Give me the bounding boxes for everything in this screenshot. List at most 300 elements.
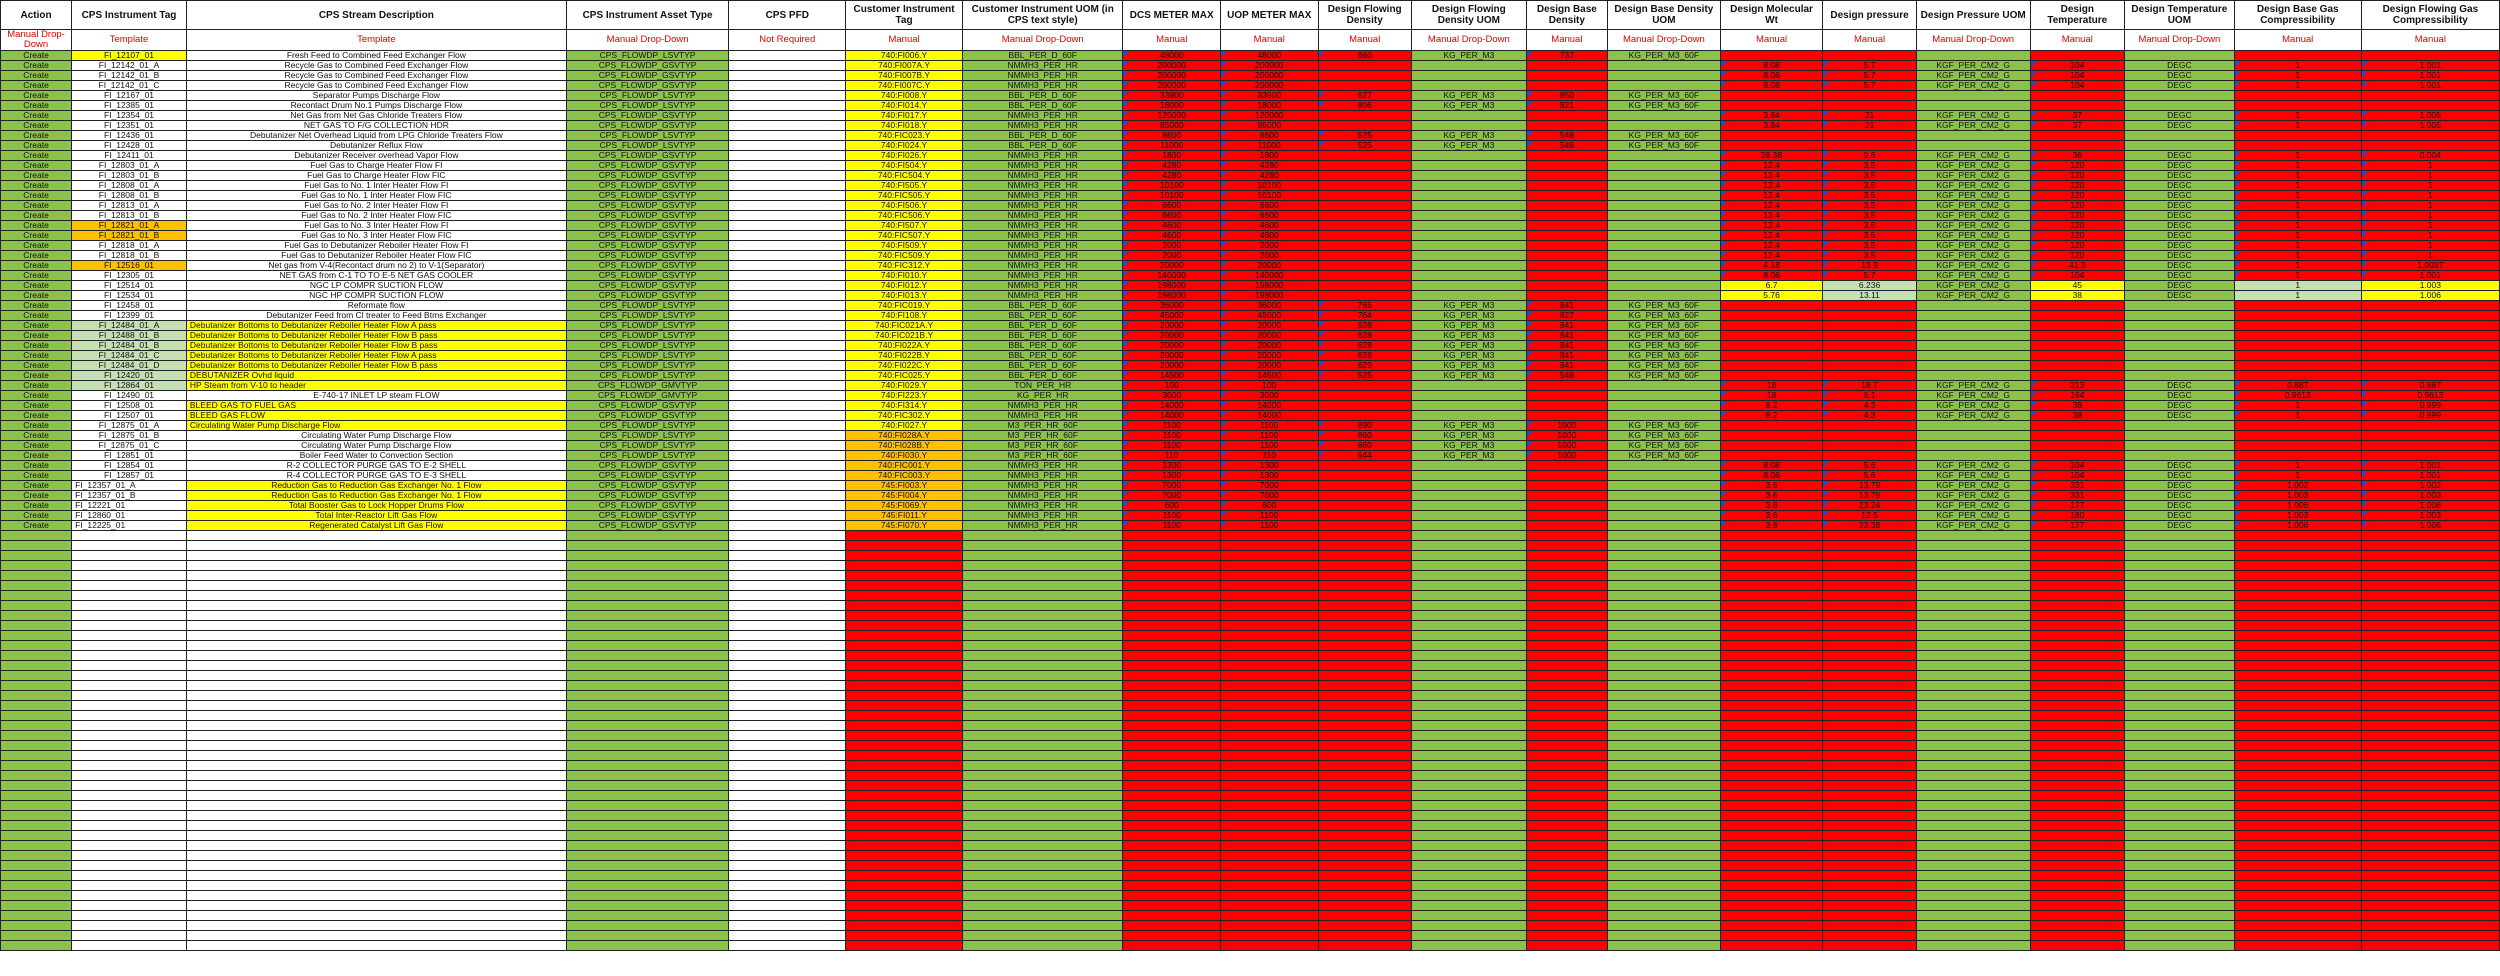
empty-cell[interactable]: [2125, 931, 2235, 941]
empty-cell[interactable]: [1823, 731, 1916, 741]
table-cell[interactable]: 1800: [1123, 151, 1221, 161]
table-cell[interactable]: 37: [2030, 121, 2124, 131]
empty-cell[interactable]: [1220, 881, 1318, 891]
table-cell[interactable]: CPS_FLOWDP_GSVTYP: [566, 411, 729, 421]
column-header[interactable]: Design Molecular Wt: [1720, 1, 1823, 30]
table-cell[interactable]: [729, 271, 846, 281]
empty-cell[interactable]: [1720, 621, 1823, 631]
table-cell[interactable]: 3.8: [1720, 521, 1823, 531]
empty-cell[interactable]: [2125, 571, 2235, 581]
table-cell[interactable]: [1608, 181, 1721, 191]
empty-cell[interactable]: [1411, 751, 1526, 761]
table-cell[interactable]: Debutanizer Net Overhead Liquid from LPG Chloride Treaters Flow: [186, 131, 566, 141]
empty-cell[interactable]: [1526, 671, 1607, 681]
empty-cell[interactable]: [2125, 761, 2235, 771]
table-cell[interactable]: CPS_FLOWDP_LSVTYP: [566, 371, 729, 381]
table-cell[interactable]: 1: [2234, 161, 2361, 171]
empty-cell[interactable]: [2030, 851, 2124, 861]
empty-cell[interactable]: [962, 571, 1123, 581]
table-cell[interactable]: [1411, 291, 1526, 301]
table-cell[interactable]: [1720, 331, 1823, 341]
table-cell[interactable]: 20000: [1220, 341, 1318, 351]
empty-cell[interactable]: [1220, 581, 1318, 591]
table-cell[interactable]: NMMH3_PER_HR: [962, 161, 1123, 171]
table-cell[interactable]: 10100: [1220, 181, 1318, 191]
table-cell[interactable]: Fuel Gas to No. 1 Inter Heater Flow FIC: [186, 191, 566, 201]
empty-cell[interactable]: [72, 671, 187, 681]
empty-cell[interactable]: [2361, 901, 2499, 911]
table-cell[interactable]: [2361, 371, 2499, 381]
table-cell[interactable]: 1: [2234, 151, 2361, 161]
table-cell[interactable]: CPS_FLOWDP_GSVTYP: [566, 231, 729, 241]
table-cell[interactable]: 3.5: [1823, 171, 1916, 181]
table-cell[interactable]: [2030, 341, 2124, 351]
table-cell[interactable]: [1916, 301, 2030, 311]
table-cell[interactable]: FI_12385_01: [72, 101, 187, 111]
table-cell[interactable]: 1.003: [2234, 491, 2361, 501]
empty-cell[interactable]: [962, 921, 1123, 931]
empty-cell[interactable]: [2361, 841, 2499, 851]
table-cell[interactable]: KGF_PER_CM2_G: [1916, 251, 2030, 261]
table-cell[interactable]: [1318, 211, 1411, 221]
table-cell[interactable]: [729, 241, 846, 251]
empty-cell[interactable]: [1526, 821, 1607, 831]
table-cell[interactable]: 745:FI011.Y: [846, 511, 963, 521]
empty-cell[interactable]: [72, 801, 187, 811]
table-cell[interactable]: KGF_PER_CM2_G: [1916, 171, 2030, 181]
table-cell[interactable]: DEGC: [2125, 491, 2235, 501]
empty-cell[interactable]: [1526, 931, 1607, 941]
empty-cell[interactable]: [2125, 631, 2235, 641]
table-cell[interactable]: DEGC: [2125, 231, 2235, 241]
empty-cell[interactable]: [729, 661, 846, 671]
table-cell[interactable]: CPS_FLOWDP_GSVTYP: [566, 81, 729, 91]
empty-cell[interactable]: [1526, 891, 1607, 901]
table-cell[interactable]: [1823, 441, 1916, 451]
empty-cell[interactable]: [1720, 611, 1823, 621]
empty-cell[interactable]: [962, 821, 1123, 831]
table-cell[interactable]: [1916, 141, 2030, 151]
table-cell[interactable]: FI_12860_01: [72, 511, 187, 521]
table-cell[interactable]: FI_12357_01_A: [72, 481, 187, 491]
table-cell[interactable]: 20000: [1220, 331, 1318, 341]
table-cell[interactable]: KG_PER_M3: [1411, 441, 1526, 451]
empty-cell[interactable]: [1916, 911, 2030, 921]
table-cell[interactable]: 10100: [1220, 191, 1318, 201]
table-cell[interactable]: 10100: [1123, 191, 1221, 201]
table-cell[interactable]: 1300: [1220, 471, 1318, 481]
table-cell[interactable]: [1823, 51, 1916, 61]
table-cell[interactable]: CPS_FLOWDP_LSVTYP: [566, 431, 729, 441]
table-cell[interactable]: [1720, 431, 1823, 441]
empty-cell[interactable]: [846, 911, 963, 921]
table-cell[interactable]: 13.79: [1823, 481, 1916, 491]
empty-cell[interactable]: [2030, 901, 2124, 911]
empty-cell[interactable]: [2361, 791, 2499, 801]
empty-cell[interactable]: [1916, 821, 2030, 831]
empty-cell[interactable]: [1823, 891, 1916, 901]
empty-cell[interactable]: [962, 771, 1123, 781]
empty-cell[interactable]: [1608, 751, 1721, 761]
table-cell[interactable]: CPS_FLOWDP_GSVTYP: [566, 501, 729, 511]
column-header[interactable]: Action: [1, 1, 72, 30]
empty-cell[interactable]: [1318, 541, 1411, 551]
table-cell[interactable]: [2030, 141, 2124, 151]
empty-cell[interactable]: [962, 711, 1123, 721]
empty-cell[interactable]: [846, 751, 963, 761]
table-cell[interactable]: 6.7: [1720, 281, 1823, 291]
empty-cell[interactable]: [1123, 631, 1221, 641]
table-cell[interactable]: FI_12221_01: [72, 501, 187, 511]
table-cell[interactable]: Debutanizer Feed from Cl treater to Feed Btms Exchanger: [186, 311, 566, 321]
table-cell[interactable]: 1300: [1123, 461, 1221, 471]
table-cell[interactable]: KGF_PER_CM2_G: [1916, 191, 2030, 201]
table-cell[interactable]: 1: [2234, 111, 2361, 121]
table-cell[interactable]: 6600: [1220, 201, 1318, 211]
empty-cell[interactable]: [962, 561, 1123, 571]
empty-cell[interactable]: [1411, 601, 1526, 611]
empty-cell[interactable]: [1411, 741, 1526, 751]
table-cell[interactable]: CPS_FLOWDP_LSVTYP: [566, 351, 729, 361]
table-cell[interactable]: [2030, 51, 2124, 61]
empty-cell[interactable]: [1823, 591, 1916, 601]
empty-cell[interactable]: [2361, 691, 2499, 701]
empty-cell[interactable]: [2030, 941, 2124, 951]
table-cell[interactable]: [2234, 441, 2361, 451]
empty-cell[interactable]: [1916, 581, 2030, 591]
table-cell[interactable]: DEGC: [2125, 381, 2235, 391]
table-cell[interactable]: 525: [1318, 131, 1411, 141]
table-cell[interactable]: 33900: [1123, 91, 1221, 101]
empty-cell[interactable]: [729, 551, 846, 561]
table-cell[interactable]: [1526, 491, 1607, 501]
empty-cell[interactable]: [1823, 531, 1916, 541]
table-cell[interactable]: 200000: [1220, 81, 1318, 91]
table-cell[interactable]: [729, 501, 846, 511]
table-cell[interactable]: 3.5: [1823, 241, 1916, 251]
empty-cell[interactable]: [1526, 841, 1607, 851]
column-input-type[interactable]: Manual: [1526, 30, 1607, 51]
table-cell[interactable]: [1916, 431, 2030, 441]
empty-cell[interactable]: [1220, 681, 1318, 691]
table-cell[interactable]: NMMH3_PER_HR: [962, 491, 1123, 501]
table-cell[interactable]: [2030, 431, 2124, 441]
empty-cell[interactable]: [1526, 831, 1607, 841]
column-header[interactable]: UOP METER MAX: [1220, 1, 1318, 30]
table-cell[interactable]: [1720, 51, 1823, 61]
empty-cell[interactable]: [846, 671, 963, 681]
empty-cell[interactable]: [2125, 711, 2235, 721]
table-cell[interactable]: [1526, 511, 1607, 521]
empty-cell[interactable]: [1, 711, 72, 721]
empty-cell[interactable]: [1318, 741, 1411, 751]
table-cell[interactable]: KG_PER_M3: [1411, 301, 1526, 311]
table-cell[interactable]: 18: [1720, 391, 1823, 401]
empty-cell[interactable]: [1526, 551, 1607, 561]
table-cell[interactable]: FI_12808_01_B: [72, 191, 187, 201]
table-cell[interactable]: [729, 51, 846, 61]
empty-cell[interactable]: [1318, 811, 1411, 821]
empty-cell[interactable]: [729, 701, 846, 711]
table-cell[interactable]: [1318, 191, 1411, 201]
table-cell[interactable]: 841: [1526, 331, 1607, 341]
table-cell[interactable]: 1.003: [2361, 281, 2499, 291]
empty-cell[interactable]: [186, 781, 566, 791]
empty-cell[interactable]: [1, 931, 72, 941]
empty-cell[interactable]: [2361, 861, 2499, 871]
table-cell[interactable]: 1: [2234, 261, 2361, 271]
empty-cell[interactable]: [1123, 791, 1221, 801]
empty-cell[interactable]: [962, 601, 1123, 611]
empty-cell[interactable]: [1526, 871, 1607, 881]
table-cell[interactable]: 1: [2234, 221, 2361, 231]
empty-cell[interactable]: [186, 831, 566, 841]
empty-cell[interactable]: [962, 551, 1123, 561]
table-cell[interactable]: 764: [1318, 311, 1411, 321]
table-cell[interactable]: [1916, 101, 2030, 111]
empty-cell[interactable]: [1318, 761, 1411, 771]
table-cell[interactable]: [2234, 331, 2361, 341]
table-cell[interactable]: 120: [2030, 231, 2124, 241]
empty-cell[interactable]: [1526, 731, 1607, 741]
empty-cell[interactable]: [566, 571, 729, 581]
table-cell[interactable]: 20000: [1123, 361, 1221, 371]
column-header[interactable]: CPS Instrument Tag: [72, 1, 187, 30]
table-cell[interactable]: [2234, 51, 2361, 61]
table-cell[interactable]: Create: [1, 431, 72, 441]
table-cell[interactable]: 120: [2030, 251, 2124, 261]
table-cell[interactable]: 3.5: [1823, 201, 1916, 211]
table-cell[interactable]: Debutanizer Bottoms to Debutanizer Reboiler Heater Flow A pass: [186, 351, 566, 361]
empty-cell[interactable]: [2234, 801, 2361, 811]
empty-cell[interactable]: [846, 611, 963, 621]
table-cell[interactable]: [1526, 251, 1607, 261]
table-cell[interactable]: [2361, 331, 2499, 341]
table-cell[interactable]: KGF_PER_CM2_G: [1916, 201, 2030, 211]
column-header[interactable]: Customer Instrument Tag: [846, 1, 963, 30]
table-cell[interactable]: 12.4: [1720, 161, 1823, 171]
table-cell[interactable]: [2234, 91, 2361, 101]
empty-cell[interactable]: [186, 681, 566, 691]
table-cell[interactable]: KG_PER_M3: [1411, 371, 1526, 381]
empty-cell[interactable]: [1220, 591, 1318, 601]
empty-cell[interactable]: [1608, 911, 1721, 921]
table-cell[interactable]: [2361, 341, 2499, 351]
empty-cell[interactable]: [1608, 861, 1721, 871]
table-cell[interactable]: [729, 451, 846, 461]
empty-cell[interactable]: [1123, 591, 1221, 601]
empty-cell[interactable]: [1608, 561, 1721, 571]
table-cell[interactable]: 1.001: [2361, 461, 2499, 471]
empty-cell[interactable]: [1526, 771, 1607, 781]
table-cell[interactable]: [1526, 61, 1607, 71]
empty-cell[interactable]: [186, 621, 566, 631]
empty-cell[interactable]: [72, 731, 187, 741]
empty-cell[interactable]: [2361, 831, 2499, 841]
empty-cell[interactable]: [729, 671, 846, 681]
empty-cell[interactable]: [2030, 591, 2124, 601]
column-header[interactable]: Design Flowing Density UOM: [1411, 1, 1526, 30]
empty-cell[interactable]: [1220, 601, 1318, 611]
table-cell[interactable]: 1: [2361, 201, 2499, 211]
table-cell[interactable]: [1916, 51, 2030, 61]
empty-cell[interactable]: [1608, 841, 1721, 851]
empty-cell[interactable]: [2125, 621, 2235, 631]
empty-cell[interactable]: [186, 701, 566, 711]
empty-cell[interactable]: [72, 791, 187, 801]
table-cell[interactable]: [1526, 471, 1607, 481]
empty-cell[interactable]: [962, 911, 1123, 921]
table-cell[interactable]: NMMH3_PER_HR: [962, 231, 1123, 241]
empty-cell[interactable]: [729, 591, 846, 601]
table-cell[interactable]: 12.4: [1720, 241, 1823, 251]
table-cell[interactable]: CPS_FLOWDP_GSVTYP: [566, 481, 729, 491]
table-cell[interactable]: [2234, 351, 2361, 361]
empty-cell[interactable]: [566, 731, 729, 741]
table-cell[interactable]: [1526, 191, 1607, 201]
table-cell[interactable]: KG_PER_M3: [1411, 311, 1526, 321]
table-cell[interactable]: [1916, 311, 2030, 321]
table-cell[interactable]: 740:FI022C.Y: [846, 361, 963, 371]
table-cell[interactable]: 20000: [1123, 341, 1221, 351]
empty-cell[interactable]: [1411, 711, 1526, 721]
table-cell[interactable]: 745:FI004.Y: [846, 491, 963, 501]
table-cell[interactable]: Create: [1, 191, 72, 201]
empty-cell[interactable]: [72, 751, 187, 761]
table-cell[interactable]: [1823, 101, 1916, 111]
table-cell[interactable]: 177: [2030, 501, 2124, 511]
empty-cell[interactable]: [1411, 931, 1526, 941]
table-cell[interactable]: [1411, 231, 1526, 241]
table-cell[interactable]: Fresh Feed to Combined Feed Exchanger Flow: [186, 51, 566, 61]
empty-cell[interactable]: [962, 791, 1123, 801]
empty-cell[interactable]: [846, 761, 963, 771]
empty-cell[interactable]: [1220, 831, 1318, 841]
table-cell[interactable]: 331: [2030, 491, 2124, 501]
empty-cell[interactable]: [1, 531, 72, 541]
table-cell[interactable]: [1411, 491, 1526, 501]
empty-cell[interactable]: [846, 901, 963, 911]
table-cell[interactable]: 600: [1123, 501, 1221, 511]
table-cell[interactable]: [2361, 101, 2499, 111]
empty-cell[interactable]: [1916, 651, 2030, 661]
table-cell[interactable]: [1318, 471, 1411, 481]
table-cell[interactable]: 745:FI069.Y: [846, 501, 963, 511]
empty-cell[interactable]: [1608, 701, 1721, 711]
table-cell[interactable]: Create: [1, 161, 72, 171]
empty-cell[interactable]: [1608, 781, 1721, 791]
empty-cell[interactable]: [1916, 811, 2030, 821]
empty-cell[interactable]: [186, 891, 566, 901]
empty-cell[interactable]: [1526, 911, 1607, 921]
table-cell[interactable]: [2125, 301, 2235, 311]
table-cell[interactable]: Create: [1, 101, 72, 111]
table-cell[interactable]: 1.006: [2361, 291, 2499, 301]
empty-cell[interactable]: [2234, 921, 2361, 931]
table-cell[interactable]: KG_PER_M3_60F: [1608, 371, 1721, 381]
table-cell[interactable]: CPS_FLOWDP_GSVTYP: [566, 171, 729, 181]
table-cell[interactable]: [1318, 231, 1411, 241]
empty-cell[interactable]: [1, 571, 72, 581]
empty-cell[interactable]: [566, 931, 729, 941]
table-cell[interactable]: [729, 211, 846, 221]
table-cell[interactable]: 1100: [1123, 421, 1221, 431]
empty-cell[interactable]: [186, 851, 566, 861]
empty-cell[interactable]: [1608, 671, 1721, 681]
empty-cell[interactable]: [2030, 601, 2124, 611]
table-cell[interactable]: 740:FI014.Y: [846, 101, 963, 111]
table-cell[interactable]: [1823, 351, 1916, 361]
empty-cell[interactable]: [2361, 751, 2499, 761]
table-cell[interactable]: [2361, 321, 2499, 331]
empty-cell[interactable]: [729, 921, 846, 931]
table-cell[interactable]: [729, 371, 846, 381]
table-cell[interactable]: Fuel Gas to No. 1 Inter Heater Flow FI: [186, 181, 566, 191]
empty-cell[interactable]: [846, 721, 963, 731]
table-cell[interactable]: NMMH3_PER_HR: [962, 201, 1123, 211]
table-cell[interactable]: 6600: [1220, 211, 1318, 221]
table-cell[interactable]: [1318, 81, 1411, 91]
table-cell[interactable]: KG_PER_M3_60F: [1608, 321, 1721, 331]
empty-cell[interactable]: [1823, 561, 1916, 571]
empty-cell[interactable]: [1, 921, 72, 931]
table-cell[interactable]: DEGC: [2125, 241, 2235, 251]
table-cell[interactable]: DEGC: [2125, 501, 2235, 511]
empty-cell[interactable]: [1823, 631, 1916, 641]
table-cell[interactable]: 120: [2030, 211, 2124, 221]
empty-cell[interactable]: [2030, 911, 2124, 921]
empty-cell[interactable]: [1526, 601, 1607, 611]
empty-cell[interactable]: [1720, 871, 1823, 881]
table-cell[interactable]: 8.2: [1720, 401, 1823, 411]
empty-cell[interactable]: [72, 541, 187, 551]
table-cell[interactable]: [1720, 421, 1823, 431]
table-cell[interactable]: 740:FI028B.Y: [846, 441, 963, 451]
table-cell[interactable]: [1608, 411, 1721, 421]
column-header[interactable]: Design Flowing Gas Compressibility: [2361, 1, 2499, 30]
table-cell[interactable]: [2030, 91, 2124, 101]
table-cell[interactable]: FI_12167_01: [72, 91, 187, 101]
empty-cell[interactable]: [1411, 681, 1526, 691]
empty-cell[interactable]: [2361, 851, 2499, 861]
table-cell[interactable]: FI_12818_01_B: [72, 251, 187, 261]
empty-cell[interactable]: [2125, 731, 2235, 741]
empty-cell[interactable]: [2234, 651, 2361, 661]
empty-cell[interactable]: [72, 841, 187, 851]
table-cell[interactable]: KG_PER_HR: [962, 391, 1123, 401]
empty-cell[interactable]: [2234, 721, 2361, 731]
empty-cell[interactable]: [1608, 871, 1721, 881]
table-cell[interactable]: BBL_PER_D_60F: [962, 321, 1123, 331]
table-cell[interactable]: KGF_PER_CM2_G: [1916, 381, 2030, 391]
empty-cell[interactable]: [846, 651, 963, 661]
table-cell[interactable]: [2125, 341, 2235, 351]
table-cell[interactable]: [1720, 321, 1823, 331]
empty-cell[interactable]: [846, 931, 963, 941]
table-cell[interactable]: [1411, 511, 1526, 521]
table-cell[interactable]: 5.7: [1823, 81, 1916, 91]
empty-cell[interactable]: [1608, 801, 1721, 811]
empty-cell[interactable]: [1720, 911, 1823, 921]
table-cell[interactable]: KGF_PER_CM2_G: [1916, 221, 2030, 231]
table-cell[interactable]: DEGC: [2125, 171, 2235, 181]
column-input-type[interactable]: Manual: [1220, 30, 1318, 51]
empty-cell[interactable]: [1411, 801, 1526, 811]
empty-cell[interactable]: [1608, 631, 1721, 641]
table-cell[interactable]: [1526, 71, 1607, 81]
empty-cell[interactable]: [1823, 841, 1916, 851]
empty-cell[interactable]: [1823, 581, 1916, 591]
